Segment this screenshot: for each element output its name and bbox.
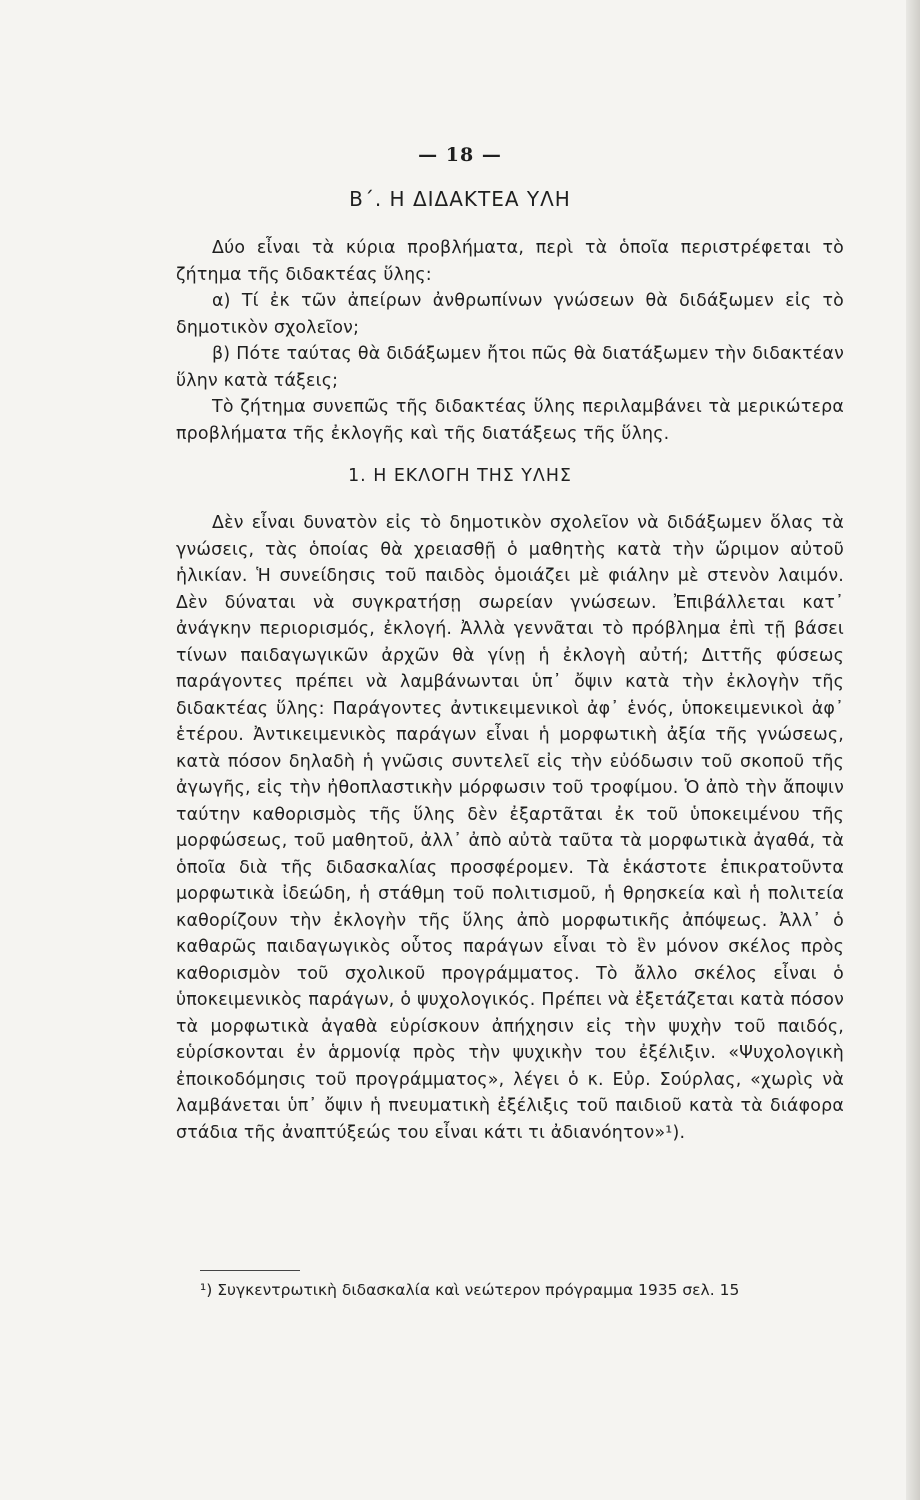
intro-paragraph: Δύο εἶναι τὰ κύρια προβλήματα, περὶ τὰ ὁποῖα περιστρέφεται τὸ ζήτημα τῆς διδακτέας ὕλης:: [176, 238, 844, 285]
intro-question-b: β) Πότε ταύτας θὰ διδάξωμεν ἤτοι πῶς θὰ διατάξωμεν τὴν διδακτέαν ὕλην κατὰ τάξεις;: [176, 344, 844, 391]
footnote-divider: [200, 1270, 300, 1271]
section-title: Β΄. Η ΔΙΔΑΚΤΕΑ ΥΛΗ: [349, 187, 571, 211]
footnote: ¹) Συγκεντρωτικὴ διδασκαλία καὶ νεώτερον πρόγραμμα 1935 σελ. 15: [200, 1281, 740, 1299]
intro-question-a: α) Τί ἐκ τῶν ἀπείρων ἀνθρωπίνων γνώσεων θὰ διδάξωμεν εἰς τὸ δημοτικὸν σχολεῖον;: [176, 291, 844, 338]
intro-text-block: [176, 235, 844, 447]
subsection-text-block: [176, 510, 844, 1146]
intro-conclusion: Τὸ ζήτημα συνεπῶς τῆς διδακτέας ὕλης περιλαμβάνει τὰ μερικώτερα προβλήματα τῆς ἐκλογῆς καὶ τῆς διατάξεως τῆς ὕλης.: [176, 397, 844, 444]
subsection-paragraph: Δὲν εἶναι δυνατὸν εἰς τὸ δημοτικὸν σχολεῖον νὰ διδάξωμεν ὅλας τὰ γνώσεις, τὰς ὁποίας θὰ χρειασθῇ ὁ μαθητὴς κατὰ τὴν ὥριμον αὐτοῦ ἡλικίαν. Ἡ συνείδησις τοῦ παιδὸς ὁμοιάζει μὲ φιάλην μὲ στενὸν λαιμόν. Δὲν δύναται νὰ συγκρατήσῃ σωρείαν γνώσεων. Ἐπιβάλλεται κατ᾽ ἀνάγκην περιορισμός, ἐκλογή. Ἀλλὰ γεννᾶται τὸ πρόβλημα ἐπὶ τῇ βάσει τίνων παιδαγωγικῶν ἀρχῶν θὰ γίνῃ ἡ ἐκλογὴ αὐτή; Διττῆς φύσεως παράγοντες πρέπει νὰ λαμβάνωνται ὑπ᾽ ὄψιν κατὰ τὴν ἐκλογὴν τῆς διδακτέας ὕλης: Παράγοντες ἀντικειμενικοὶ ἀφ᾽ ἑνός, ὑποκειμενικοὶ ἀφ᾽ ἑτέρου. Ἀντικειμενικὸς παράγων εἶναι ἡ μορφωτικὴ ἀξία τῆς γνώσεως, κατὰ πόσον δηλαδὴ ἡ γνῶσις συντελεῖ εἰς τὴν εὐόδωσιν τοῦ σκοποῦ τῆς ἀγωγῆς, εἰς τὴν ἠθοπλαστικὴν μόρφωσιν τοῦ τροφίμου. Ὁ ἀπὸ τὴν ἄποψιν ταύτην καθορισμὸς τῆς ὕλης δὲν ἐξαρτᾶται ἐκ τοῦ ὑποκειμένου τῆς μορφώσεως, τοῦ μαθητοῦ, ἀλλ᾽ ἀπὸ αὐτὰ ταῦτα τὰ μορφωτικὰ ἀγαθά, τὰ ὁποῖα διὰ τῆς διδασκαλίας προσφέρομεν. Τὰ ἑκάστοτε ἐπικρατοῦντα μορφωτικὰ ἰδεώδη, ἡ στάθμη τοῦ πολιτισμοῦ, ἡ θρησκεία καὶ ἡ πολιτεία καθορίζουν τὴν ἐκλογὴν τῆς ὕλης ἀπὸ μορφωτικῆς ἀπόψεως. Ἀλλ᾽ ὁ καθαρῶς παιδαγωγικὸς οὗτος παράγων εἶναι τὸ ἓν μόνον σκέλος πρὸς καθορισμὸν τοῦ σχολικοῦ προγράμματος. Τὸ ἄλλο σκέλος εἶναι ὁ ὑποκειμενικὸς παράγων, ὁ ψυχολογικός. Πρέπει νὰ ἐξετάζεται κατὰ πόσον τὰ μορφωτικὰ ἀγαθὰ εὑρίσκουν ἀπήχησιν εἰς τὴν ψυχὴν τοῦ παιδός, εὑρίσκονται ἐν ἁρμονίᾳ πρὸς τὴν ψυχικὴν του ἐξέλιξιν. «Ψυχολογικὴ ἐποικοδόμησις τοῦ προγράμματος», λέγει ὁ κ. Εὐρ. Σούρλας, «χωρὶς νὰ λαμβάνεται ὑπ᾽ ὄψιν ἡ πνευματικὴ ἐξέλιξις τοῦ παιδιοῦ κατὰ τὰ διάφορα στάδια τῆς ἀναπτύξεώς του εἶναι κάτι τι ἀδιανόητον»¹).: [176, 513, 844, 1143]
page-number: — 18 —: [418, 144, 502, 166]
subsection-title: 1. Η ΕΚΛΟΓΗ ΤΗΣ ΥΛΗΣ: [348, 466, 572, 486]
page-edge-shadow: [906, 0, 920, 1500]
